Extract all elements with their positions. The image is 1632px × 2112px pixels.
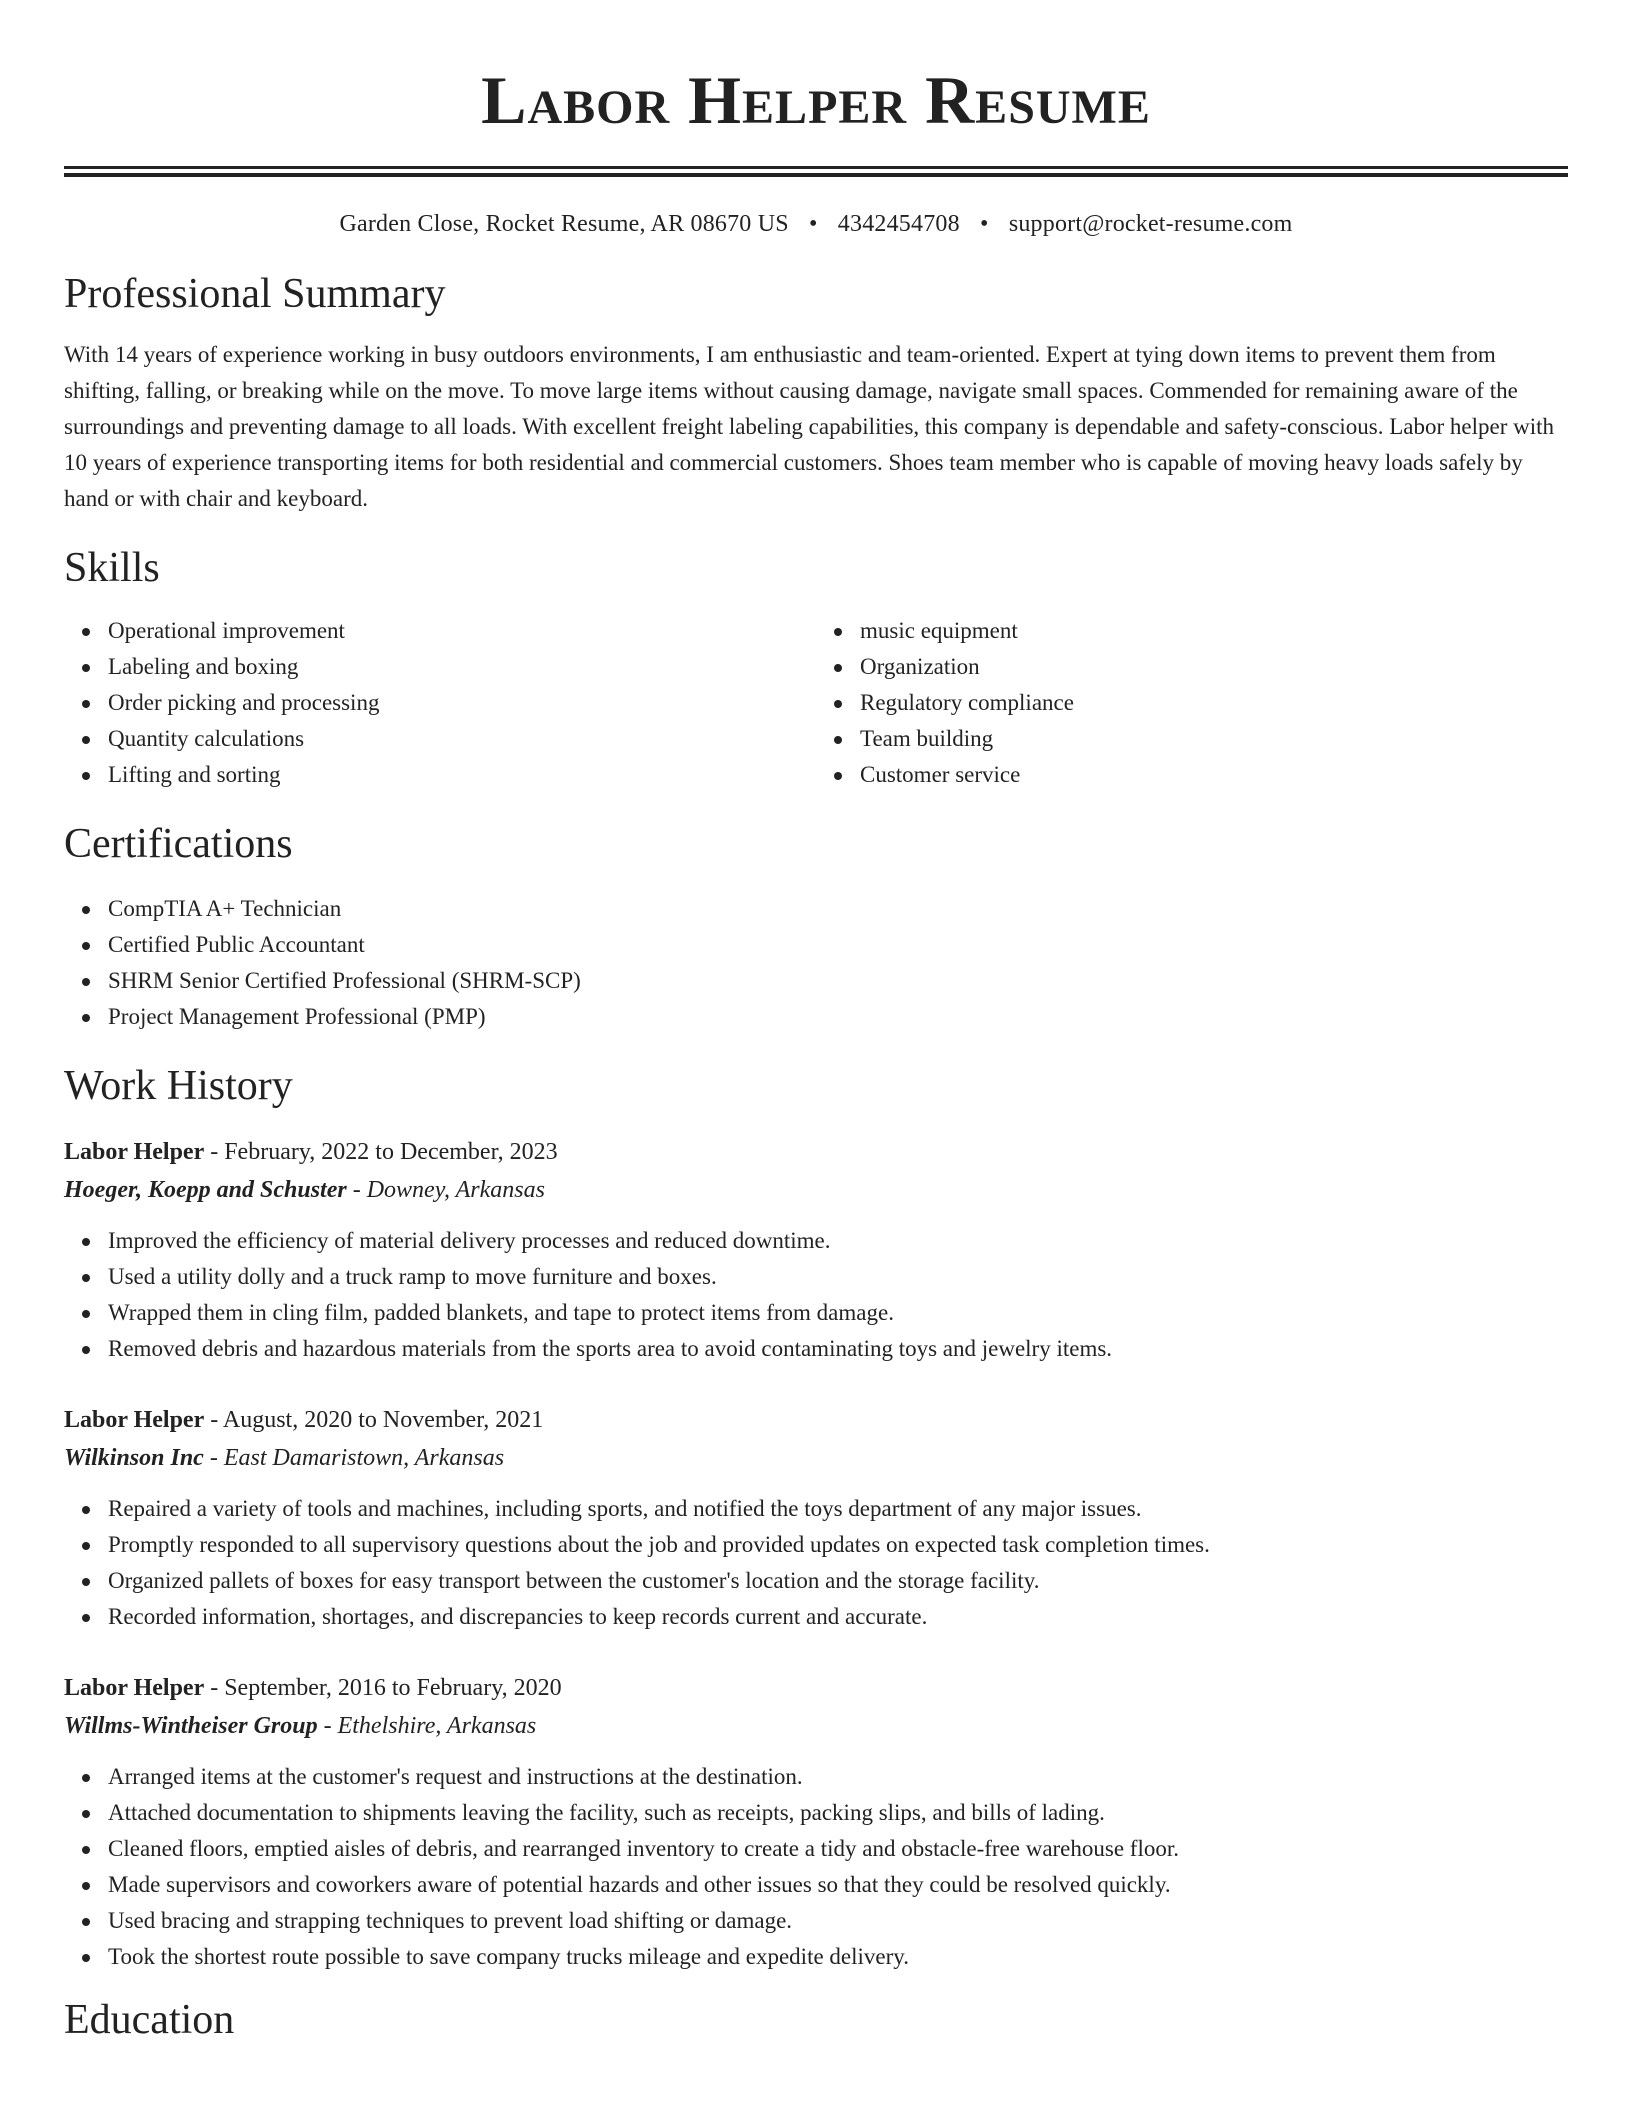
contact-separator: •: [808, 211, 818, 237]
certifications-heading: Certifications: [64, 821, 293, 867]
contact-address: Garden Close, Rocket Resume, AR 08670 US: [339, 211, 789, 237]
job-title: Labor Helper: [64, 1407, 205, 1433]
job-entry: [64, 1401, 1568, 1635]
contact-email[interactable]: support@rocket-resume.com: [1008, 211, 1293, 237]
job-entry: [64, 1669, 1568, 1975]
job-bullet: Cleaned floors, emptied aisles of debris, and rearranged inventory to create a tidy and obstacle-free warehouse floor.: [108, 1831, 1568, 1867]
job-bullet: Recorded information, shortages, and discrepancies to keep records current and accurate.: [108, 1599, 1568, 1635]
skill-item: Order picking and processing: [108, 685, 816, 721]
contact-phone: 4342454708: [837, 211, 960, 237]
job-bullet: Attached documentation to shipments leaving the facility, such as receipts, packing slips, and bills of lading.: [108, 1795, 1568, 1831]
job-location: - Downey, Arkansas: [346, 1177, 545, 1203]
job-dates: - September, 2016 to February, 2020: [204, 1675, 562, 1701]
job-company: Wilkinson Inc: [64, 1445, 204, 1471]
summary-text: With 14 years of experience working in busy outdoors environments, I am enthusiastic and team-oriented. Expert at tying down items to prevent them from shifting, falling, or breaking while on the move. To move large items without causing damage, navigate small spaces. Commended for remaining aware of the surroundings and preventing damage to all loads. With excellent freight labeling capabilities, this company is dependable and safety-conscious. Labor helper with 10 years of experience transporting items for both residential and commercial customers. Shoes team member who is capable of moving heavy loads safely by hand or with chair and keyboard.: [64, 342, 1555, 511]
skills-list-left: [64, 613, 816, 793]
job-bullet: Improved the efficiency of material delivery processes and reduced downtime.: [108, 1223, 1568, 1259]
work-history-heading: Work History: [64, 1063, 293, 1109]
skill-item: Operational improvement: [108, 613, 816, 649]
certification-item: SHRM Senior Certified Professional (SHRM-SCP): [108, 963, 1568, 999]
job-title-line: [64, 1401, 1568, 1439]
job-bullet: Removed debris and hazardous materials from the sports area to avoid contaminating toys and jewelry items.: [108, 1331, 1568, 1367]
job-entry: [64, 1133, 1568, 1367]
skill-item: Labeling and boxing: [108, 649, 816, 685]
job-title: Labor Helper: [64, 1139, 205, 1165]
job-title-line: [64, 1133, 1568, 1171]
certifications-list: [64, 891, 1568, 1035]
job-bullet: Repaired a variety of tools and machines, including sports, and notified the toys department of any major issues.: [108, 1491, 1568, 1527]
job-company-line: [64, 1707, 1568, 1745]
skill-item: music equipment: [860, 613, 1568, 649]
job-bullet: Used a utility dolly and a truck ramp to move furniture and boxes.: [108, 1259, 1568, 1295]
job-company: Willms-Wintheiser Group: [64, 1713, 318, 1739]
skills-heading: Skills: [64, 545, 160, 591]
job-bullet: Organized pallets of boxes for easy transport between the customer's location and the storage facility.: [108, 1563, 1568, 1599]
job-bullet: Wrapped them in cling film, padded blankets, and tape to protect items from damage.: [108, 1295, 1568, 1331]
job-bullets: [64, 1223, 1568, 1367]
job-dates: - August, 2020 to November, 2021: [204, 1407, 544, 1433]
job-bullet: Made supervisors and coworkers aware of potential hazards and other issues so that they could be resolved quickly.: [108, 1867, 1568, 1903]
job-location: - Ethelshire, Arkansas: [317, 1713, 537, 1739]
skill-item: Customer service: [860, 757, 1568, 793]
job-bullet: Arranged items at the customer's request and instructions at the destination.: [108, 1759, 1568, 1795]
job-bullets: [64, 1491, 1568, 1635]
summary-heading: Professional Summary: [64, 271, 446, 317]
title-divider: [64, 166, 1568, 177]
certification-item: Certified Public Accountant: [108, 927, 1568, 963]
skill-item: Quantity calculations: [108, 721, 816, 757]
contact-separator: •: [980, 211, 989, 237]
skill-item: Lifting and sorting: [108, 757, 816, 793]
skills-grid: [64, 613, 1568, 793]
job-title: Labor Helper: [64, 1675, 205, 1701]
education-heading: Education: [64, 1997, 235, 2043]
job-bullet: Used bracing and strapping techniques to prevent load shifting or damage.: [108, 1903, 1568, 1939]
job-location: - East Damaristown, Arkansas: [203, 1445, 505, 1471]
certification-item: CompTIA A+ Technician: [108, 891, 1568, 927]
job-dates: - February, 2022 to December, 2023: [204, 1139, 558, 1165]
skill-item: Organization: [860, 649, 1568, 685]
job-company-line: [64, 1171, 1568, 1209]
skills-list-right: [816, 613, 1568, 793]
resume-title: Labor Helper Resume: [481, 62, 1151, 138]
job-company-line: [64, 1439, 1568, 1477]
job-bullet: Took the shortest route possible to save company trucks mileage and expedite delivery.: [108, 1939, 1568, 1975]
job-company: Hoeger, Koepp and Schuster: [64, 1177, 347, 1203]
job-bullet: Promptly responded to all supervisory questions about the job and provided updates on expected task completion times.: [108, 1527, 1568, 1563]
job-title-line: [64, 1669, 1568, 1707]
skill-item: Team building: [860, 721, 1568, 757]
contact-line: [64, 209, 1568, 239]
certification-item: Project Management Professional (PMP): [108, 999, 1568, 1035]
skill-item: Regulatory compliance: [860, 685, 1568, 721]
job-bullets: [64, 1759, 1568, 1975]
